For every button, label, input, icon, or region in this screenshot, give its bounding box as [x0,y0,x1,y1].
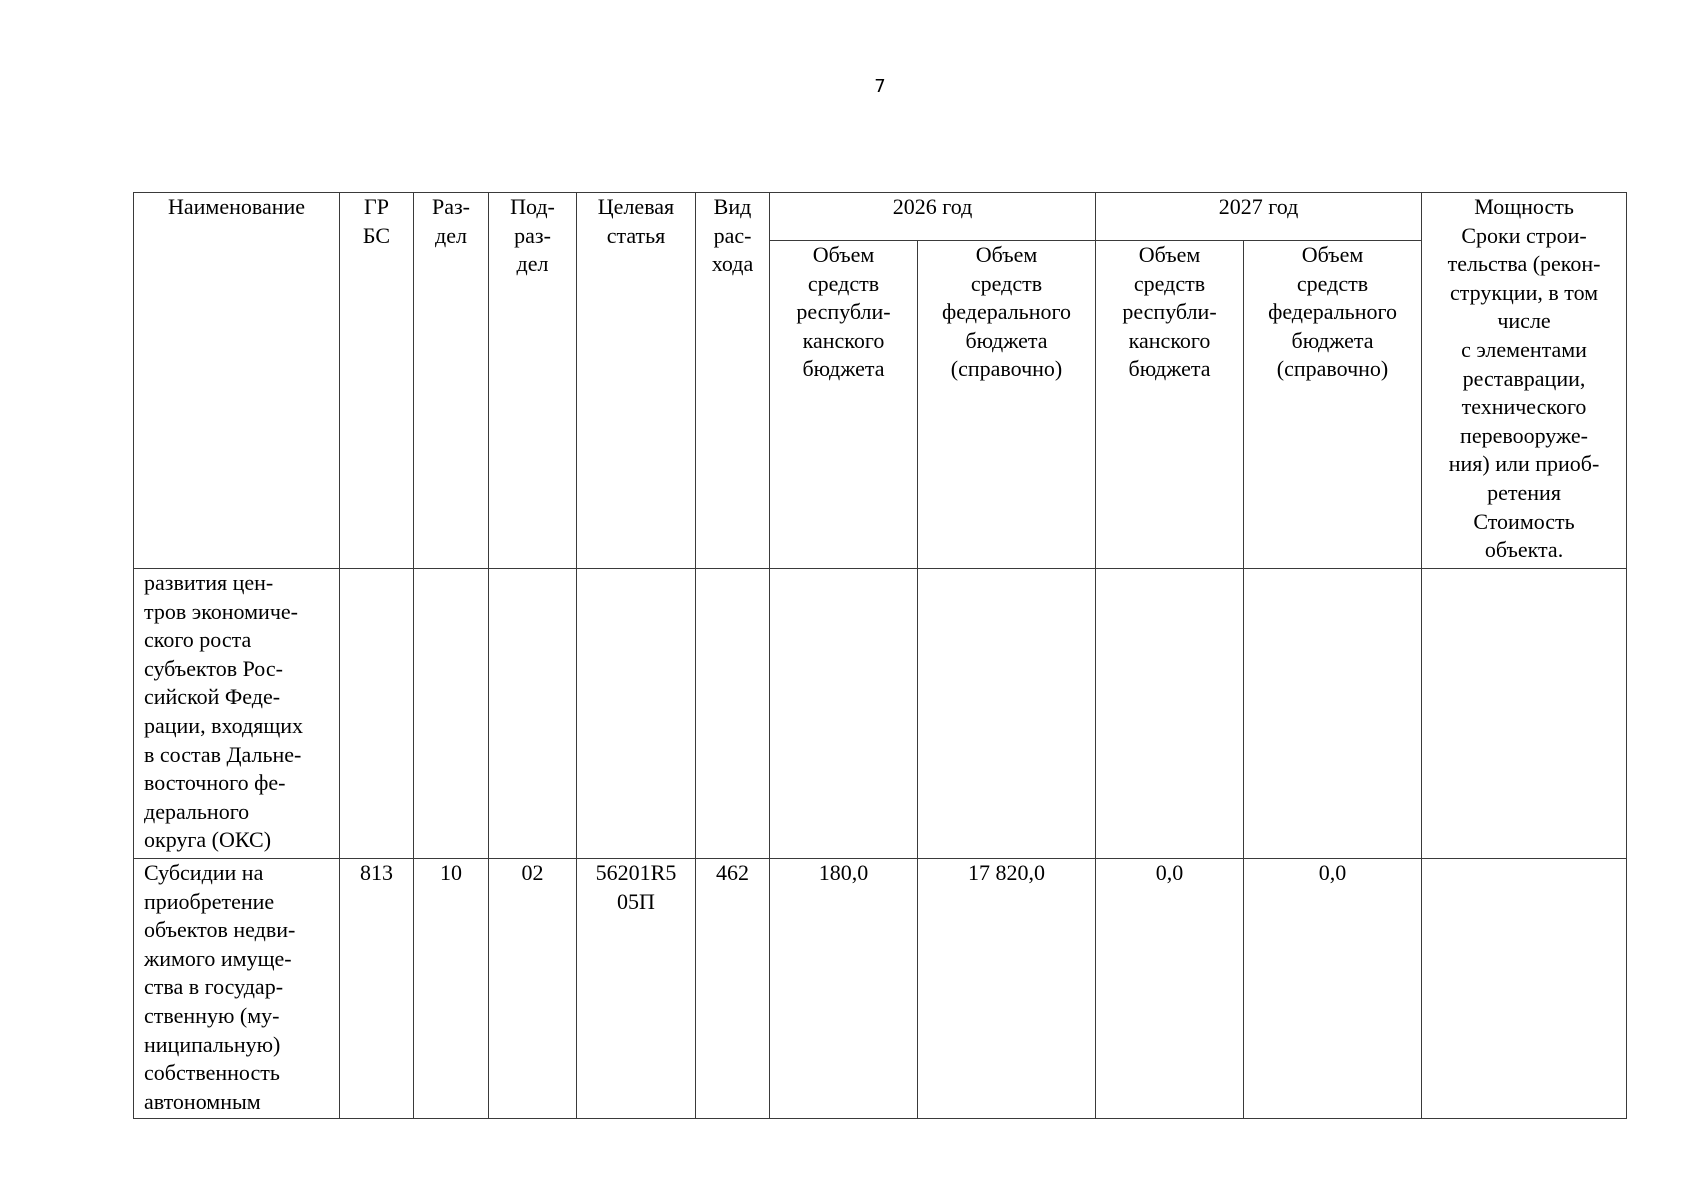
row-name: развития цен- тров экономиче- ского роста субъектов Рос- сийской Феде- рации, входящих в состав Дальне- восточного фе- дерального округа (ОКС) [134,569,340,859]
header-federal-2026: Объем средств федерального бюджета (справочно) [918,241,1096,569]
header-republic-2027: Объем средств республи- канского бюджета [1096,241,1244,569]
row-federal-2027 [1244,569,1422,859]
header-capacity: Мощность Сроки строи- тельства (рекон- струкции, в том числе с элементами реставрации, технического перевооруже- ния) или приоб- ретения Стоимость объекта. [1422,193,1627,569]
row-subsection: 02 [489,859,577,1119]
row-federal-2026: 17 820,0 [918,859,1096,1119]
header-grbs: ГР БС [340,193,414,569]
row-grbs [340,569,414,859]
row-section: 10 [414,859,489,1119]
row-capacity [1422,859,1627,1119]
table-row [134,859,1627,1119]
row-republic-2027: 0,0 [1096,859,1244,1119]
row-federal-2026 [918,569,1096,859]
header-year-2027: 2027 год [1096,193,1422,241]
row-expense-type: 462 [696,859,770,1119]
budget-table [133,192,1627,1119]
row-section [414,569,489,859]
table-row [134,569,1627,859]
header-republic-2026: Объем средств республи- канского бюджета [770,241,918,569]
header-target-item: Целевая статья [577,193,696,569]
page-number: 7 [874,76,886,97]
row-federal-2027: 0,0 [1244,859,1422,1119]
header-name: Наименование [134,193,340,569]
row-name: Субсидии на приобретение объектов недви- жимого имуще- ства в государ- ственную (му- ниципальную) собственность автономным [134,859,340,1119]
header-row-top [134,193,1627,241]
header-year-2026: 2026 год [770,193,1096,241]
row-subsection [489,569,577,859]
row-target-item [577,569,696,859]
header-section: Раз- дел [414,193,489,569]
row-capacity [1422,569,1627,859]
row-target-item: 56201R5 05П [577,859,696,1119]
header-federal-2027: Объем средств федерального бюджета (справочно) [1244,241,1422,569]
header-subsection: Под- раз- дел [489,193,577,569]
row-expense-type [696,569,770,859]
row-republic-2027 [1096,569,1244,859]
row-republic-2026: 180,0 [770,859,918,1119]
header-expense-type: Вид рас- хода [696,193,770,569]
row-republic-2026 [770,569,918,859]
row-grbs: 813 [340,859,414,1119]
